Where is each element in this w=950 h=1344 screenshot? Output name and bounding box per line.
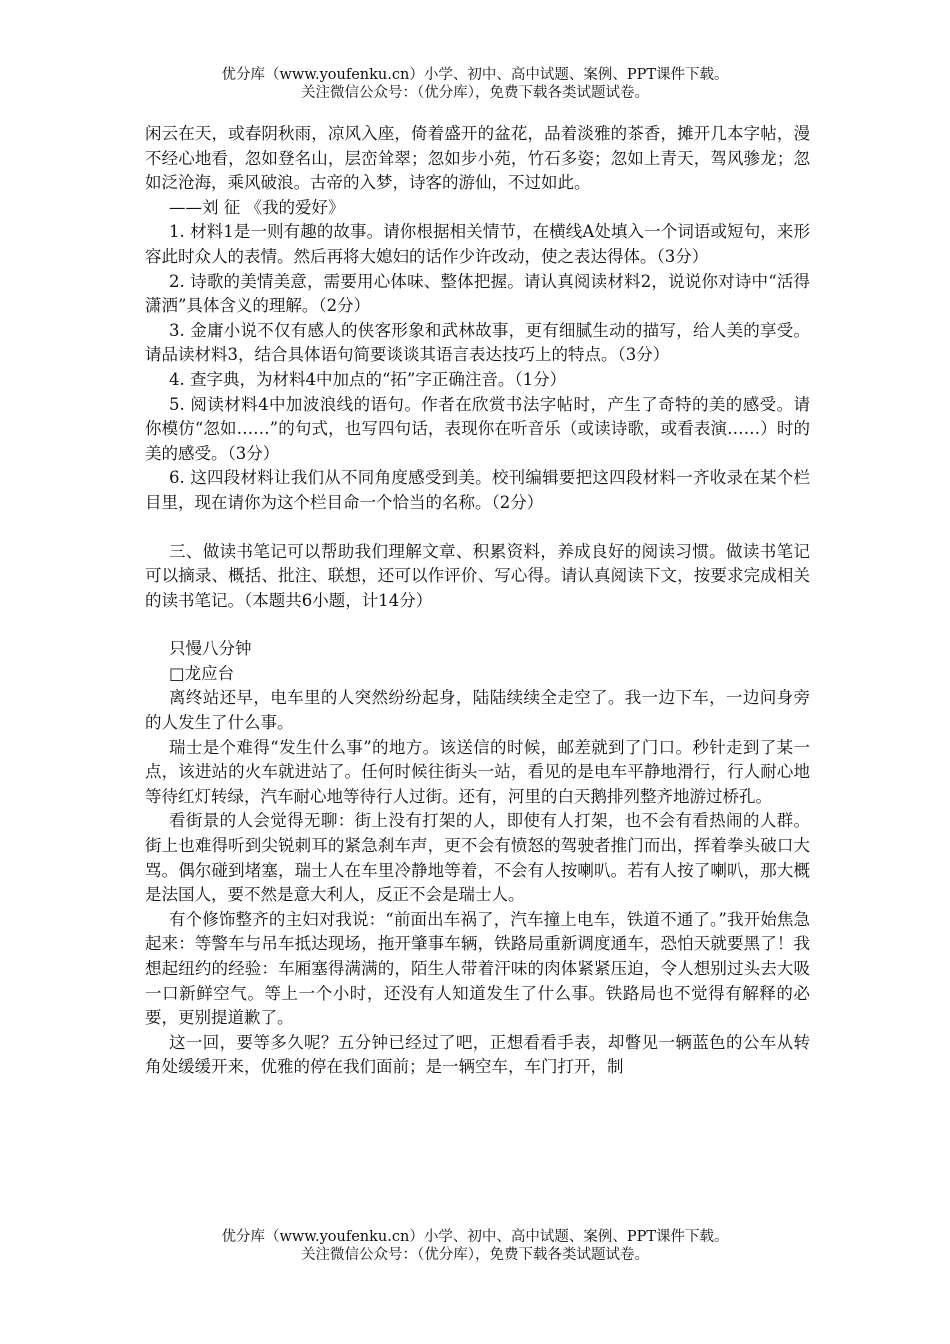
- article-paragraph: 这一回，要等多久呢？五分钟已经过了吧，正想看看手表，却瞥见一辆蓝色的公车从转角处缓缓开来，优雅的停在我们面前；是一辆空车，车门打开，制: [145, 1032, 810, 1077]
- section-3-intro: 三、做读书笔记可以帮助我们理解文章、积累资料，养成良好的阅读习惯。做读书笔记可以摘录、概括、批注、联想，还可以作评价、写心得。请认真阅读下文，按要求完成相关的读书笔记。（本题共6小题，计14分）: [145, 541, 810, 610]
- article-paragraph: 有个修饰整齐的主妇对我说：“前面出车祸了，汽车撞上电车，铁道不通了。”我开始焦急起来：等警车与吊车抵达现场，拖开肇事车辆，铁路局重新调度通车，恐怕天就要黑了！我想起纽约的经验：车厢塞得满满的，陌生人带着汗味的肉体紧紧压迫，令人想别过头去大吸一口新鲜空气。等上一个小时，还没有人知道发生了什么事。铁路局也不觉得有解释的必要，更别提道歉了。: [145, 909, 810, 1028]
- header-line-2: 关注微信公众号：（优分库），免费下载各类试题试卷。: [301, 85, 649, 101]
- question-3: 3. 金庸小说不仅有感人的侠客形象和武林故事，更有细腻生动的描写，给人美的享受。请品读材料3，结合具体语句简要谈谈其语言表达技巧上的特点。（3分）: [145, 320, 810, 365]
- footer-line-1: 优分库（www.youfenku.cn）小学、初中、高中试题、案例、PPT课件下载。: [221, 1229, 729, 1245]
- question-4: 4. 查字典，为材料4中加点的“拓”字正确注音。（1分）: [169, 369, 567, 389]
- header-line-1: 优分库（www.youfenku.cn）小学、初中、高中试题、案例、PPT课件下载。: [221, 67, 729, 83]
- document-body: [145, 122, 810, 1080]
- question-2: 2. 诗歌的美情美意，需要用心体味、整体把握。请认真阅读材料2，说说你对诗中“活得潇洒”具体含义的理解。（2分）: [145, 271, 810, 316]
- question-6: 6. 这四段材料让我们从不同角度感受到美。校刊编辑要把这四段材料一齐收录在某个栏目里，现在请你为这个栏目命一个恰当的名称。（2分）: [145, 468, 810, 512]
- spacer: [145, 613, 810, 637]
- question-5: 5. 阅读材料4中加波浪线的语句。作者在欣赏书法字帖时，产生了奇特的美的感受。请你模仿“忽如……”的句式，也写四句话，表现你在听音乐（或读诗歌，或看表演……）时的美的感受。（3分）: [145, 394, 810, 463]
- footer-line-2: 关注微信公众号：（优分库），免费下载各类试题试卷。: [301, 1247, 649, 1263]
- question-1: 1. 材料1是一则有趣的故事。请你根据相关情节，在横线A处填入一个词语或短句，来形容此时众人的表情。然后再将大媳妇的话作少许改动，使之表达得体。（3分）: [145, 222, 810, 266]
- material-4-source: ——刘 征 《我的爱好》: [169, 197, 345, 217]
- article-title: 只慢八分钟: [169, 639, 252, 659]
- article-paragraph: 看街景的人会觉得无聊：街上没有打架的人，即使有人打架，也不会有看热闹的人群。街上也难得听到尖锐刺耳的紧急刹车声，更不会有愤怒的驾驶者推门而出，挥着拳头破口大骂。偶尔碰到堵塞，瑞士人在车里冷静地等着，不会有人按喇叭。若有人按了喇叭，那大概是法国人，要不然是意大利人，反正不会是瑞士人。: [145, 811, 810, 905]
- article-author: □龙应台: [169, 663, 235, 683]
- page-header: [0, 66, 950, 102]
- spacer: [145, 516, 810, 540]
- material-4-text: 闲云在天，或春阴秋雨，凉风入座，倚着盛开的盆花，品着淡雅的茶香，摊开几本字帖，漫不经心地看，忽如登名山，层峦耸翠；忽如步小苑，竹石多姿；忽如上青天，驾风骖龙；忽如泛沧海，乘风破浪。古帝的入梦，诗客的游仙，不过如此。: [145, 124, 810, 193]
- page-footer: [0, 1228, 950, 1264]
- article-paragraph: 瑞士是个难得“发生什么事”的地方。该送信的时候，邮差就到了门口。秒针走到了某一点，该进站的火车就进站了。任何时候往街头一站，看见的是电车平静地滑行，行人耐心地等待红灯转绿，汽车耐心地等待行人过街。还有，河里的白天鹅排列整齐地游过桥孔。: [145, 737, 810, 806]
- article-paragraph: 离终站还早，电车里的人突然纷纷起身，陆陆续续全走空了。我一边下车，一边问身旁的人发生了什么事。: [145, 688, 810, 733]
